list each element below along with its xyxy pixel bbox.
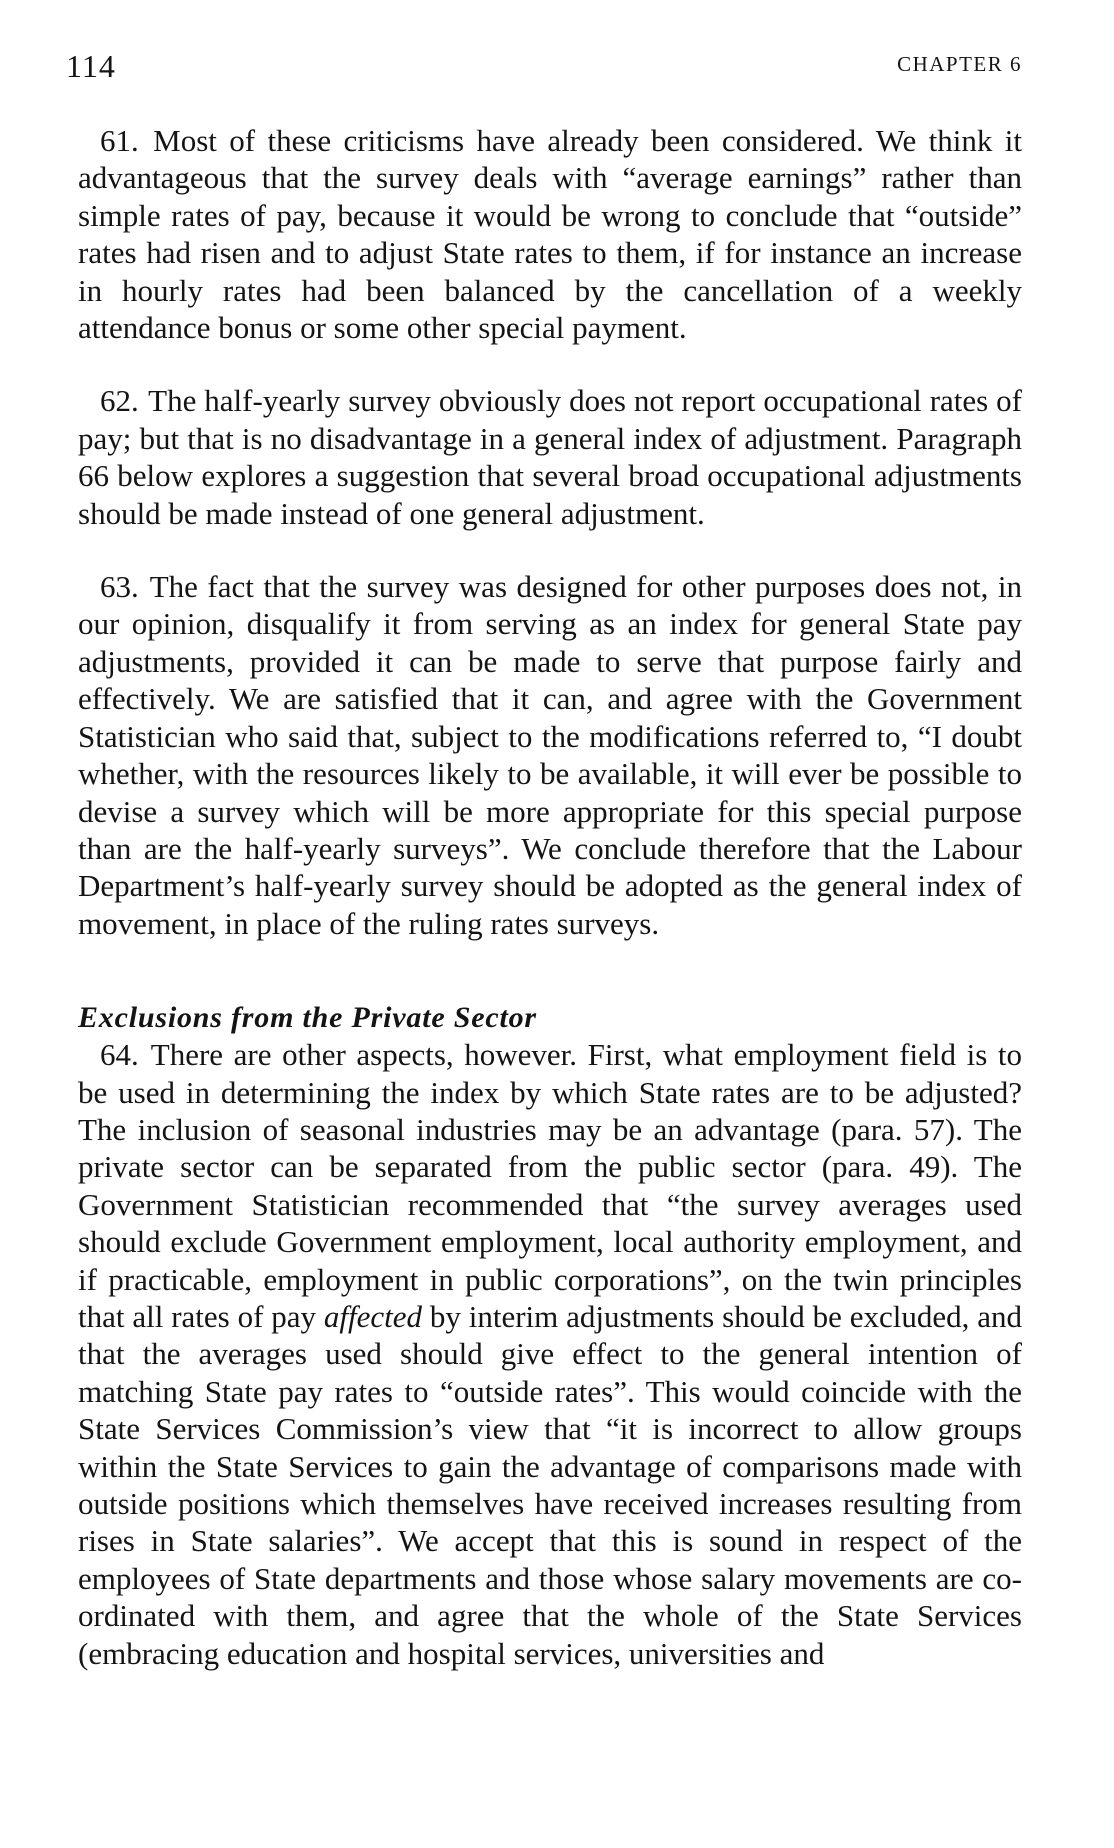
paragraph-62 [78,382,1022,532]
paragraph-number: 62. [100,383,139,419]
paragraph-number: 61. [100,123,139,158]
page-number: 114 [66,48,116,84]
paragraph-number: 63. [100,569,139,605]
paragraph-61 [78,122,1022,346]
emphasized-word: affected [323,1298,423,1334]
section-heading: Exclusions from the Private Sector [78,1001,537,1035]
paragraph-text-end: by interim adjustments should be excluded, and that the averages used should give effect to the general intention of matching State pay rates to “outside rates”. This would coincide with the State Services Commission’s view that “it is incorrect to allow groups within the State Services to gain the advantage of comparisons made with outside positions which themselves have received increases resulting from rises in State salaries”. We accept that this is sound in respect of the employees of State departments and those whose salary movements are co-ordinated with them, and agree that the whole of the State Services (embracing education and hospital services, universities and [78,1298,1023,1671]
paragraph-text: Most of these criticisms have already been considered. We think it advantageous that the survey deals with “average earnings” rather than simple rates of pay, because it would be wrong to conclude that “outside” rates had risen and to adjust State rates to them, if for instance an increase in hourly rates had been balanced by the cancellation of a weekly attendance bonus or some other special payment. [78,123,1023,346]
paragraph-text: The half-yearly survey obviously does not report occupational rates of pay; but that is no disadvantage in a general index of adjustment. Paragraph 66 below explores a suggestion that several broad occupational adjustments should be made instead of one general adjustment. [78,383,1022,531]
paragraph-text: The fact that the survey was designed for other purposes does not, in our opinion, disqualify it from serving as an index for general State pay adjustments, provided it can be made to serve that purpose fairly and effectively. We are satisfied that it can, and agree with the Government Statistician who said that, subject to the modifications referred to, “I doubt whether, with the resources likely to be available, it will ever be possible to devise a survey which will be more appropriate for this special purpose than are the half-yearly surveys”. We conclude therefore that the Labour Department’s half-yearly survey should be adopted as the general index of movement, in place of the ruling rates surveys. [78,569,1022,941]
body-text [78,122,1022,1672]
paragraph-64 [78,1036,1022,1672]
paragraph-63 [78,568,1022,942]
paragraph-number: 64. [100,1037,139,1073]
chapter-heading: CHAPTER 6 [897,52,1022,76]
paragraph-text-start: There are other aspects, however. First, what employment field is to be used in determining the index by which State rates are to be adjusted? The inclusion of seasonal industries may be an advantage (para. 57). The private sector can be separated from the public sector (para. 49). The Government Statistician recommended that “the survey averages used should exclude Government employment, local authority employment, and if practicable, employment in public corporations”, on the twin principles that all rates of pay [78,1037,1022,1334]
